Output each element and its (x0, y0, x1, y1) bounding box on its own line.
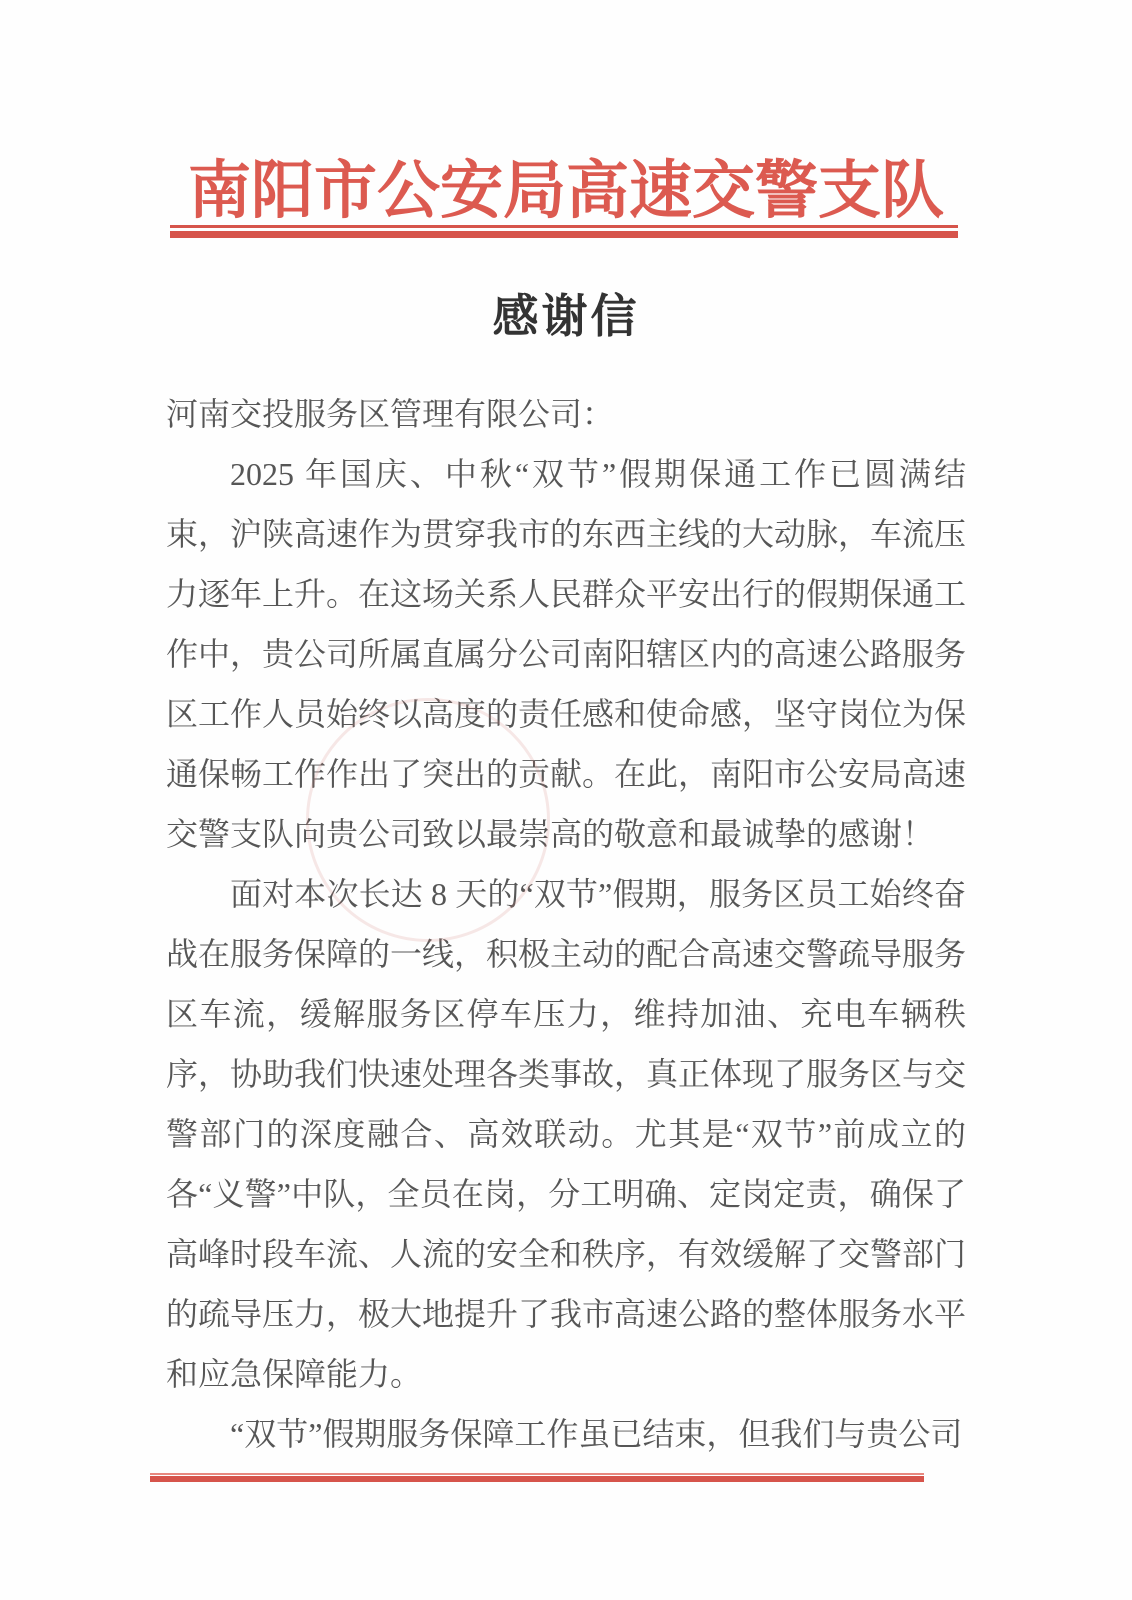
paragraph: 2025 年国庆、中秋“双节”假期保通工作已圆满结束，沪陕高速作为贯穿我市的东西主线的大动脉，车流压力逐年上升。在这场关系人民群众平安出行的假期保通工作中，贵公司所属直属分公司南阳辖区内的高速公路服务区工作人员始终以高度的责任感和使命感，坚守岗位为保通保畅工作作出了突出的贡献。在此，南阳市公安局高速交警支队向贵公司致以最崇高的敬意和最诚挚的感谢！ (166, 456, 967, 852)
footer-rule (150, 1473, 924, 1482)
paragraph: 面对本次长达 8 天的“双节”假期，服务区员工始终奋战在服务保障的一线，积极主动的配合高速交警疏导服务区车流，缓解服务区停车压力，维持加油、充电车辆秩序，协助我们快速处理各类事故，真正体现了服务区与交警部门的深度融合、高效联动。尤其是“双节”前成立的各“义警”中队，全员在岗，分工明确、定岗定责，确保了高峰时段车流、人流的安全和秩序，有效缓解了交警部门的疏导压力，极大地提升了我市高速公路的整体服务水平和应急保障能力。 (166, 876, 967, 1392)
salutation: 河南交投服务区管理有限公司： (166, 396, 615, 432)
letterhead-double-rule (170, 225, 958, 238)
letter-title: 感谢信 (492, 291, 640, 342)
letter-body (166, 384, 966, 1464)
letterhead-title: 南阳市公安局高速交警支队 (188, 156, 944, 226)
paragraph: “双节”假期服务保障工作虽已结束，但我们与贵公司 (230, 1416, 963, 1452)
